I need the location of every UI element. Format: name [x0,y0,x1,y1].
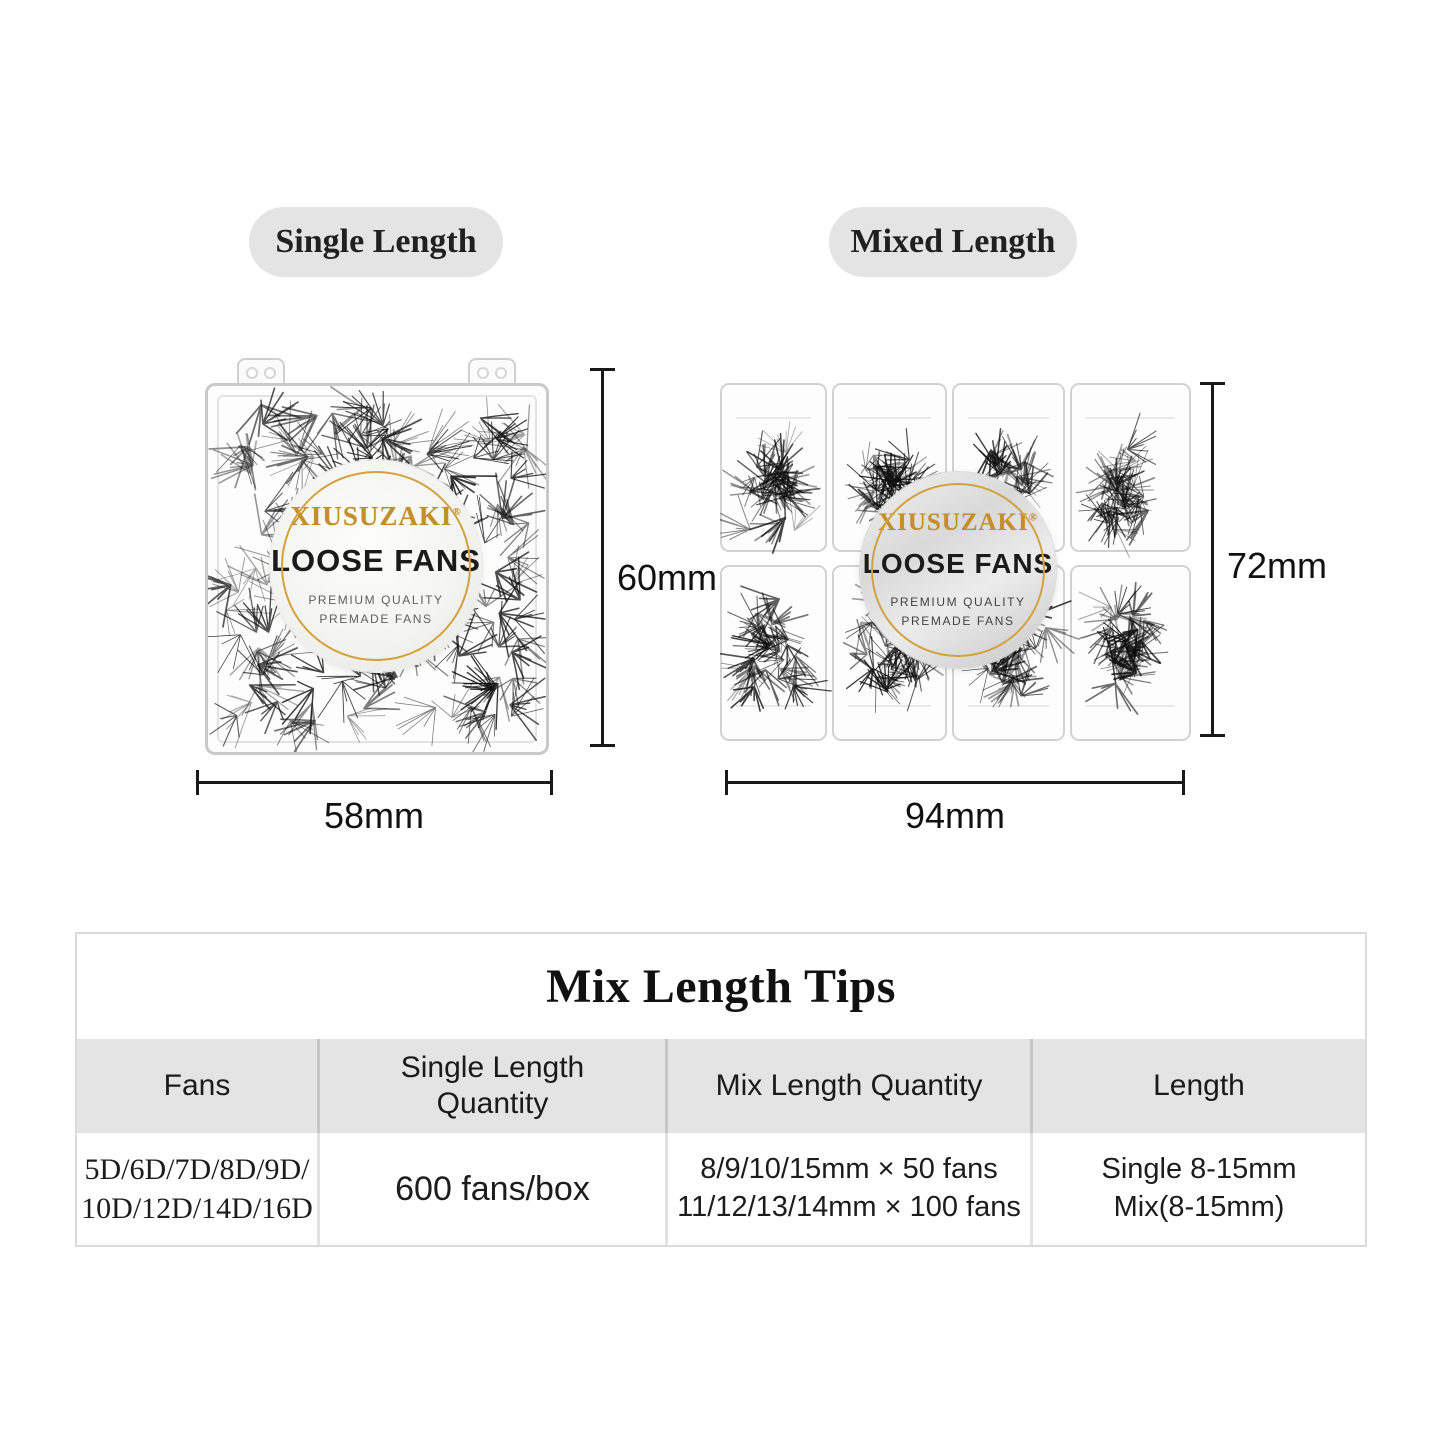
box-hinge-right [468,358,516,386]
length-line1: Single 8-15mm [1101,1153,1297,1186]
subtitle-line2: PREMADE FANS [901,613,1015,628]
spec-table-header-row [77,1039,1365,1133]
box-hinge-left [237,358,285,386]
spec-table-title: Mix Length Tips [546,960,896,1013]
brand-name [878,510,1038,535]
spec-table-data-row [77,1133,1365,1245]
cell-length [1030,1133,1365,1245]
single-qty-value: 600 fans/box [395,1169,590,1208]
header-single-qty-label: Single Length Quantity [400,1051,585,1120]
registered-mark: ® [1028,511,1038,524]
length-line2: Mix(8-15mm) [1113,1191,1285,1223]
product-subtitle [308,591,443,628]
subtitle-line2: PREMADE FANS [319,612,433,626]
product-title: LOOSE FANS [862,547,1054,579]
cell-single-qty [317,1133,665,1245]
brand-name [290,503,461,530]
dimension-label: 94mm [904,795,1006,836]
fans-line1: 5D/6D/7D/8D/9D/ [84,1153,310,1186]
cell-mix-qty [665,1133,1030,1245]
header-fans: Fans [77,1039,317,1133]
subtitle-line1: PREMIUM QUALITY [308,593,444,608]
brand-text: XIUSUZAKI [878,508,1029,536]
mix-qty-line2: 11/12/13/14mm × 100 fans [677,1191,1021,1223]
brand-text: XIUSUZAKI [290,501,453,532]
dimension-label: 58mm [323,795,425,836]
badge-mixed-length [829,207,1077,277]
badge-mixed-length-label: Mixed Length [850,223,1056,260]
badge-single-length-label: Single Length [275,223,477,260]
subtitle-line1: PREMIUM QUALITY [890,594,1026,609]
header-single-qty [317,1039,665,1133]
dimension-label: 60mm [617,557,718,598]
spec-table [75,932,1367,1247]
cell-fans [77,1133,317,1245]
badge-single-length [249,207,503,277]
product-title: LOOSE FANS [271,543,481,579]
product-sticker-mixed [860,472,1056,668]
product-sticker-single [270,460,482,672]
dimension-label: 72mm [1227,545,1328,586]
header-length: Length [1030,1039,1365,1133]
product-subtitle [890,593,1025,630]
mix-qty-line1: 8/9/10/15mm × 50 fans [700,1153,998,1186]
header-mix-qty: Mix Length Quantity [665,1039,1030,1133]
registered-mark: ® [452,506,462,519]
fans-line2: 10D/12D/14D/16D [81,1192,313,1225]
